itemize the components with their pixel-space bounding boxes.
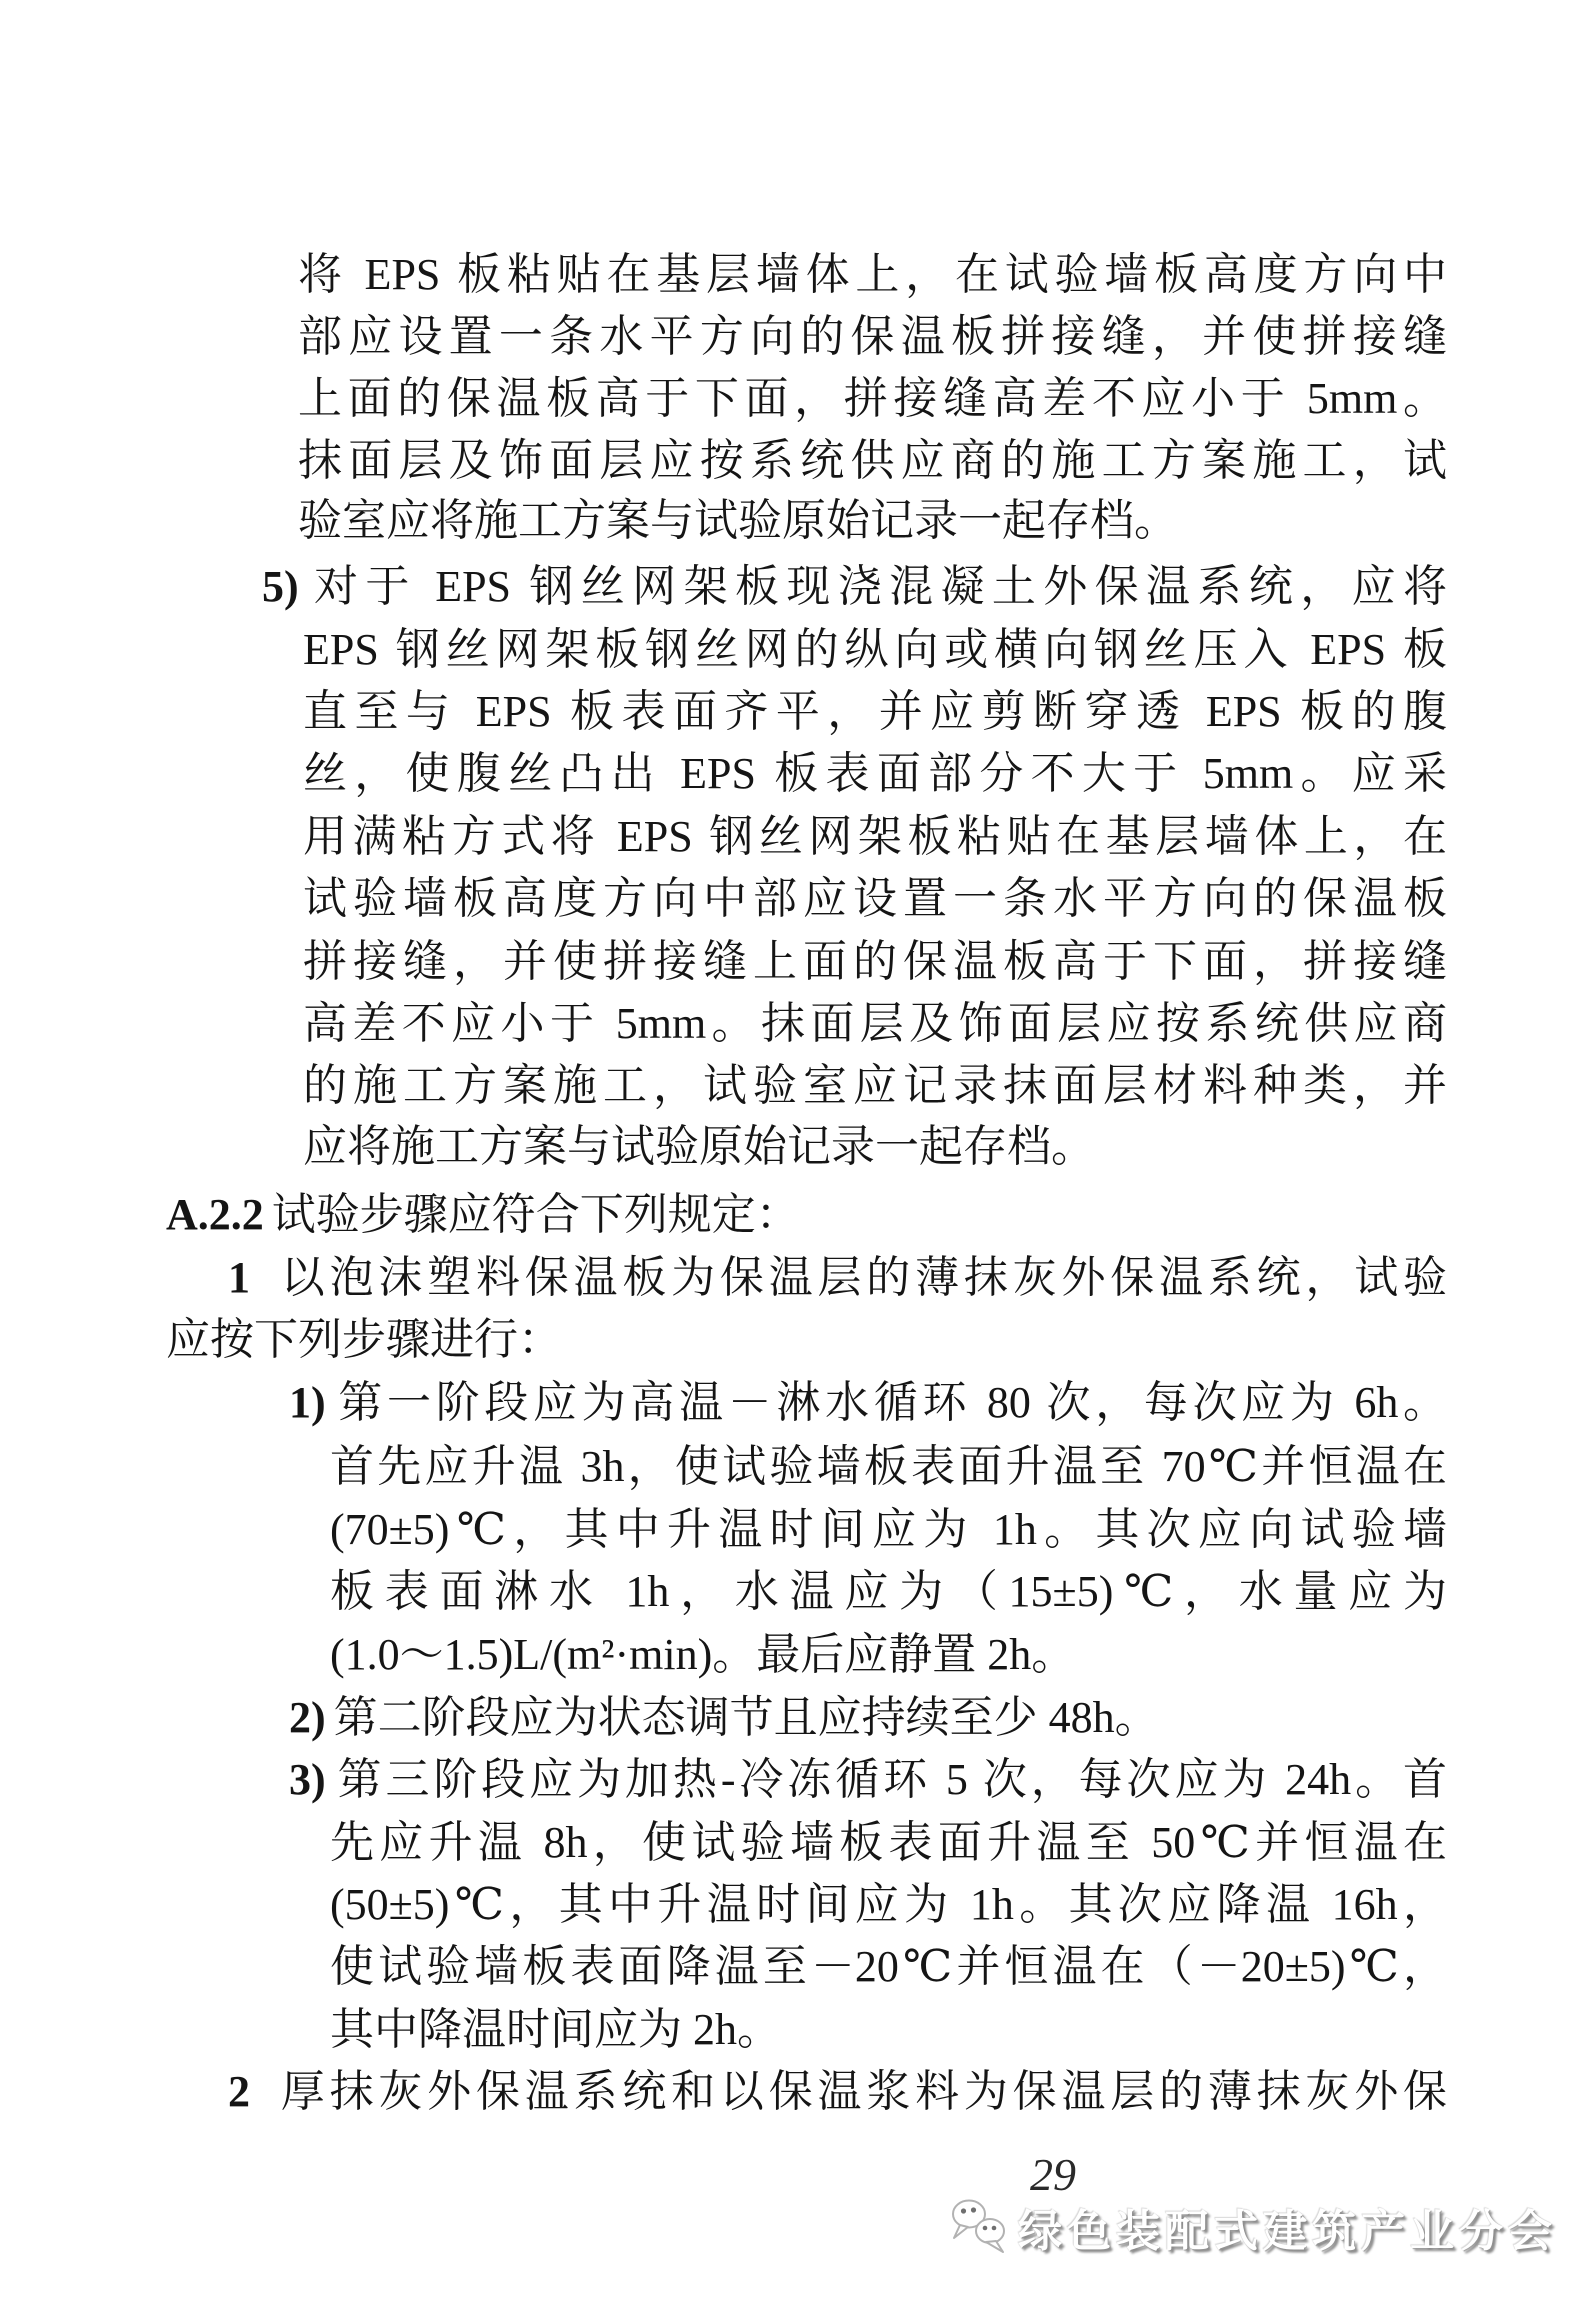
watermark-account-name: 绿色装配式建筑产业分会 (1018, 2207, 1557, 2256)
doc-line (330, 1626, 1075, 1684)
line-text: 板表面淋水 1h，水温应为（15±5)℃，水量应为 (330, 1567, 1447, 1616)
line-text: 第二阶段应为状态调节且应持续至少 48h。 (333, 1693, 1159, 1742)
doc-line (330, 1501, 1447, 1559)
line-text: 以泡沫塑料保温板为保温层的薄抹灰外保温系统，试验 (276, 1253, 1447, 1302)
line-text: 直至与 EPS 板表面齐平，并应剪断穿透 EPS 板的腹 (303, 687, 1447, 736)
doc-line (228, 2063, 1447, 2121)
line-text: 第三阶段应为加热-冷冻循环 5 次，每次应为 24h。首 (333, 1755, 1447, 1804)
doc-line (298, 308, 1447, 366)
line-text: 将 EPS 板粘贴在基层墙体上，在试验墙板高度方向中 (298, 250, 1447, 299)
doc-line (330, 1438, 1447, 1496)
line-text: 应按下列步骤进行： (166, 1315, 562, 1364)
doc-line (289, 1689, 1159, 1747)
list-number: 3) (289, 1755, 326, 1804)
doc-line (298, 492, 1178, 550)
doc-line (303, 995, 1447, 1053)
list-number: 1) (289, 1378, 326, 1427)
line-text: 其中降温时间应为 2h。 (330, 2005, 781, 2054)
list-number: 2 (228, 2067, 250, 2116)
line-text: 首先应升温 3h，使试验墙板表面升温至 70℃并恒温在 (330, 1442, 1447, 1491)
line-text: 先应升温 8h，使试验墙板表面升温至 50℃并恒温在 (330, 1818, 1447, 1867)
doc-line (330, 1876, 1447, 1934)
doc-line (303, 808, 1447, 866)
line-text: (1.0～1.5)L/(m²·min)。最后应静置 2h。 (330, 1630, 1076, 1679)
doc-line (303, 745, 1447, 803)
doc-line (303, 683, 1447, 741)
line-text: EPS 钢丝网架板钢丝网的纵向或横向钢丝压入 EPS 板 (303, 625, 1447, 674)
list-number: 2) (289, 1693, 326, 1742)
clause-number: A.2.2 (166, 1190, 264, 1239)
line-text: (70±5)℃，其中升温时间应为 1h。其次应向试验墙 (330, 1505, 1447, 1554)
doc-line (228, 1249, 1447, 1307)
line-text: 应将施工方案与试验原始记录一起存档。 (303, 1122, 1095, 1171)
doc-line (330, 1814, 1447, 1872)
doc-line (303, 933, 1447, 991)
line-text: 试验步骤应符合下列规定： (271, 1190, 800, 1239)
doc-clause-heading (166, 1186, 800, 1244)
list-number: 1 (228, 1253, 250, 1302)
wechat-icon (948, 2198, 1014, 2256)
line-text: 用满粘方式将 EPS 钢丝网架板粘贴在基层墙体上，在 (303, 812, 1447, 861)
doc-line (303, 1118, 1095, 1176)
line-text: 上面的保温板高于下面，拼接缝高差不应小于 5mm。 (298, 374, 1447, 423)
doc-line (289, 1751, 1447, 1809)
line-text: (50±5)℃，其中升温时间应为 1h。其次应降温 16h， (330, 1880, 1447, 1929)
line-text: 使试验墙板表面降温至－20℃并恒温在（－20±5)℃， (330, 1942, 1447, 1991)
line-text: 对于 EPS 钢丝网架板现浇混凝土外保温系统，应将 (306, 562, 1447, 611)
line-text: 的施工方案施工，试验室应记录抹面层材料种类，并 (303, 1061, 1447, 1110)
doc-line (289, 1374, 1447, 1432)
doc-line (330, 2001, 781, 2059)
line-text: 部应设置一条水平方向的保温板拼接缝，并使拼接缝 (298, 312, 1447, 361)
line-text: 第一阶段应为高温－淋水循环 80 次，每次应为 6h。 (333, 1378, 1447, 1427)
doc-line (298, 370, 1447, 428)
watermark (948, 2198, 1557, 2256)
line-text: 试验墙板高度方向中部应设置一条水平方向的保温板 (303, 874, 1447, 923)
line-text: 拼接缝，并使拼接缝上面的保温板高于下面，拼接缝 (303, 937, 1447, 986)
doc-line (166, 1311, 562, 1369)
doc-line (330, 1938, 1447, 1996)
doc-line (303, 621, 1447, 679)
doc-line (298, 246, 1447, 304)
page-number: 29 (1030, 2149, 1076, 2200)
line-text: 厚抹灰外保温系统和以保温浆料为保温层的薄抹灰外保 (276, 2067, 1447, 2116)
doc-line (303, 1057, 1447, 1115)
list-number: 5) (262, 562, 299, 611)
doc-line (303, 870, 1447, 928)
line-text: 高差不应小于 5mm。抹面层及饰面层应按系统供应商 (303, 999, 1447, 1048)
line-text: 丝，使腹丝凸出 EPS 板表面部分不大于 5mm。应采 (303, 749, 1447, 798)
doc-line (330, 1563, 1447, 1621)
line-text: 验室应将施工方案与试验原始记录一起存档。 (298, 496, 1178, 545)
doc-line (298, 432, 1447, 490)
doc-line (262, 558, 1447, 616)
line-text: 抹面层及饰面层应按系统供应商的施工方案施工，试 (298, 436, 1447, 485)
